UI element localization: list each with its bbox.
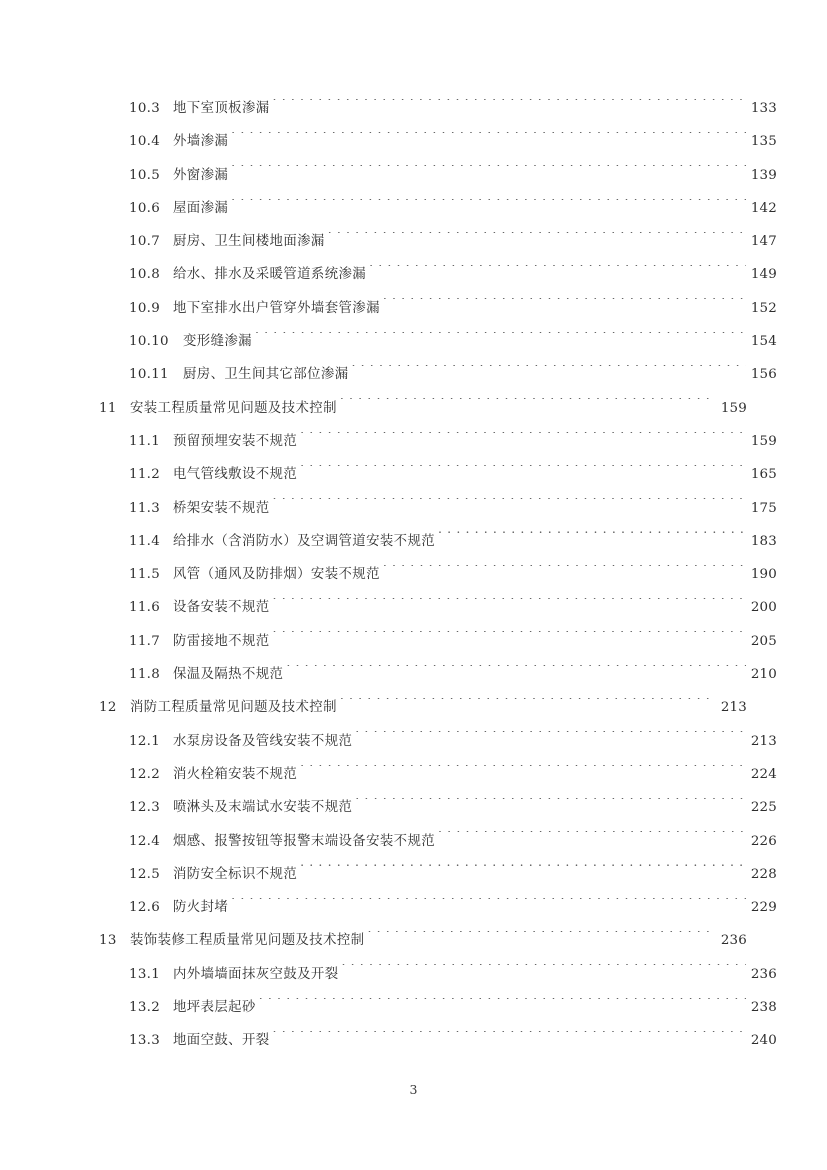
- toc-leader-dots: [355, 731, 746, 744]
- toc-entry[interactable]: [99, 891, 777, 924]
- toc-entry-number: 11.7: [129, 633, 161, 649]
- toc-entry[interactable]: [99, 658, 777, 691]
- toc-entry[interactable]: [99, 591, 777, 624]
- toc-leader-dots: [231, 132, 746, 145]
- toc-leader-dots: [231, 199, 746, 212]
- toc-entry-title: 给水、排水及采暖管道系统渗漏: [173, 267, 367, 283]
- toc-entry-title: 水泵房设备及管线安装不规范: [173, 733, 353, 749]
- page-number-footer: 3: [409, 1082, 418, 1097]
- toc-entry-page-number: 135: [750, 134, 777, 150]
- toc-entry-title: 地下室排水出户管穿外墙套管渗漏: [173, 300, 380, 316]
- toc-entry-number: 10.10: [129, 334, 169, 350]
- toc-entry-page-number: 229: [750, 900, 777, 916]
- toc-entry-number: 11.4: [129, 533, 161, 549]
- toc-entry-title: 喷淋头及末端试水安装不规范: [173, 800, 353, 816]
- toc-leader-dots: [355, 798, 746, 811]
- toc-entry-page-number: 236: [750, 966, 777, 982]
- toc-entry-number: 13.2: [129, 1000, 161, 1016]
- toc-leader-dots: [438, 531, 746, 544]
- toc-entry-number: 11.1: [129, 433, 161, 449]
- toc-entry[interactable]: [99, 358, 777, 391]
- toc-leader-dots: [259, 998, 746, 1011]
- toc-entry-title: 内外墙墙面抹灰空鼓及开裂: [173, 966, 339, 982]
- toc-entry[interactable]: [99, 725, 777, 758]
- toc-entry-page-number: 205: [750, 633, 777, 649]
- toc-entry-number: 10.4: [129, 134, 161, 150]
- toc-entry-page-number: 142: [750, 200, 777, 216]
- toc-leader-dots: [273, 598, 746, 611]
- toc-entry-number: 12.2: [129, 766, 161, 782]
- toc-entry-page-number: 224: [750, 766, 777, 782]
- toc-entry[interactable]: [99, 192, 777, 225]
- toc-leader-dots: [286, 665, 746, 678]
- toc-entry-page-number: 165: [750, 467, 777, 483]
- toc-entry[interactable]: [99, 825, 777, 858]
- toc-entry-title: 地面空鼓、开裂: [173, 1033, 270, 1049]
- toc-entry-number: 10.8: [129, 267, 161, 283]
- toc-entry[interactable]: [99, 325, 777, 358]
- toc-entry-title: 地坪表层起砂: [173, 1000, 256, 1016]
- toc-entry[interactable]: [99, 958, 777, 991]
- toc-entry-number: 11.2: [129, 467, 161, 483]
- toc-entry-page-number: 183: [750, 533, 777, 549]
- toc-entry-page-number: 149: [750, 267, 777, 283]
- toc-entry[interactable]: [99, 425, 777, 458]
- toc-entry[interactable]: [99, 858, 777, 891]
- toc-entry-page-number: 175: [750, 500, 777, 516]
- toc-entry-number: 11: [99, 400, 117, 416]
- toc-entry[interactable]: [99, 159, 777, 192]
- toc-leader-dots: [369, 265, 746, 278]
- toc-entry-number: 10.6: [129, 200, 161, 216]
- toc-entry[interactable]: [99, 392, 747, 425]
- toc-leader-dots: [342, 964, 747, 977]
- toc-entry-page-number: 139: [750, 167, 777, 183]
- toc-leader-dots: [273, 498, 746, 511]
- toc-leader-dots: [438, 831, 746, 844]
- toc-entry[interactable]: [99, 1024, 777, 1057]
- toc-leader-dots: [328, 232, 746, 245]
- toc-entry-page-number: 210: [750, 667, 777, 683]
- toc-entry[interactable]: [99, 924, 747, 957]
- toc-entry-page-number: 213: [750, 733, 777, 749]
- toc-entry-page-number: 133: [750, 101, 777, 116]
- toc-entry-page-number: 225: [750, 800, 777, 816]
- toc-entry[interactable]: [99, 292, 777, 325]
- toc-entry-page-number: 238: [750, 1000, 777, 1016]
- toc-leader-dots: [352, 365, 747, 378]
- toc-leader-dots: [340, 698, 716, 711]
- toc-entry-number: 12.4: [129, 833, 161, 849]
- toc-leader-dots: [383, 565, 746, 578]
- toc-entry[interactable]: [99, 458, 777, 491]
- toc-entry-page-number: 240: [750, 1033, 777, 1049]
- toc-entry[interactable]: [99, 92, 777, 125]
- toc-entry-title: 安装工程质量常见问题及技术控制: [130, 400, 337, 416]
- toc-entry-page-number: 152: [750, 300, 777, 316]
- toc-entry-title: 桥架安装不规范: [173, 500, 270, 516]
- toc-entry-page-number: 236: [720, 933, 747, 949]
- toc-entry-page-number: 159: [720, 400, 747, 416]
- toc-leader-dots: [300, 465, 746, 478]
- toc-entry-number: 13.3: [129, 1033, 161, 1049]
- toc-entry-number: 10.7: [129, 234, 161, 250]
- toc-entry[interactable]: [99, 758, 777, 791]
- toc-entry-title: 地下室顶板渗漏: [173, 101, 270, 116]
- toc-entry-title: 屋面渗漏: [173, 200, 229, 216]
- toc-leader-dots: [300, 864, 746, 877]
- toc-entry[interactable]: [99, 125, 777, 158]
- toc-entry-number: 12.5: [129, 866, 161, 882]
- toc-entry-title: 预留预埋安装不规范: [173, 433, 298, 449]
- toc-entry[interactable]: [99, 492, 777, 525]
- toc-entry-number: 12.1: [129, 733, 161, 749]
- toc-entry-title: 电气管线敷设不规范: [173, 467, 298, 483]
- toc-entry-title: 厨房、卫生间楼地面渗漏: [173, 234, 325, 250]
- toc-leader-dots: [231, 898, 746, 911]
- toc-leader-dots: [273, 631, 746, 644]
- table-of-contents: [99, 92, 777, 1058]
- toc-entry-title: 外窗渗漏: [173, 167, 229, 183]
- toc-entry-number: 11.8: [129, 667, 161, 683]
- toc-entry-title: 给排水（含消防水）及空调管道安装不规范: [173, 533, 436, 549]
- toc-entry-number: 10.11: [129, 367, 169, 383]
- toc-entry-number: 10.5: [129, 167, 161, 183]
- toc-entry-page-number: 156: [750, 367, 777, 383]
- toc-entry-title: 外墙渗漏: [173, 134, 229, 150]
- toc-entry[interactable]: [99, 225, 777, 258]
- toc-entry[interactable]: [99, 991, 777, 1024]
- toc-entry-page-number: 226: [750, 833, 777, 849]
- toc-entry-page-number: 213: [720, 700, 747, 716]
- toc-entry-title: 变形缝渗漏: [183, 334, 252, 350]
- toc-entry-page-number: 228: [750, 866, 777, 882]
- toc-entry[interactable]: [99, 525, 777, 558]
- toc-entry-page-number: 159: [750, 433, 777, 449]
- toc-leader-dots: [367, 931, 716, 944]
- toc-entry-number: 11.5: [129, 567, 161, 583]
- toc-entry-title: 风管（通风及防排烟）安装不规范: [173, 567, 380, 583]
- toc-entry-number: 10.3: [129, 101, 161, 116]
- toc-entry-number: 11.6: [129, 600, 161, 616]
- toc-entry[interactable]: [99, 691, 747, 724]
- toc-entry-title: 消火栓箱安装不规范: [173, 766, 298, 782]
- toc-entry-title: 厨房、卫生间其它部位渗漏: [183, 367, 349, 383]
- toc-entry[interactable]: [99, 258, 777, 291]
- toc-entry-number: 13: [99, 933, 117, 949]
- toc-entry-title: 保温及隔热不规范: [173, 667, 284, 683]
- toc-entry-title: 防火封堵: [173, 900, 229, 916]
- toc-entry-page-number: 190: [750, 567, 777, 583]
- toc-leader-dots: [300, 765, 746, 778]
- toc-leader-dots: [383, 298, 746, 311]
- toc-leader-dots: [273, 99, 746, 112]
- toc-entry-page-number: 147: [750, 234, 777, 250]
- toc-entry-number: 11.3: [129, 500, 161, 516]
- toc-entry[interactable]: [99, 791, 777, 824]
- toc-leader-dots: [273, 1031, 746, 1044]
- toc-entry-title: 设备安装不规范: [173, 600, 270, 616]
- toc-entry[interactable]: [99, 625, 777, 658]
- toc-entry[interactable]: [99, 558, 777, 591]
- toc-entry-number: 12.3: [129, 800, 161, 816]
- toc-entry-number: 10.9: [129, 300, 161, 316]
- toc-entry-title: 烟感、报警按钮等报警末端设备安装不规范: [173, 833, 436, 849]
- toc-entry-page-number: 154: [750, 334, 777, 350]
- toc-entry-title: 装饰装修工程质量常见问题及技术控制: [130, 933, 365, 949]
- toc-entry-number: 13.1: [129, 966, 161, 982]
- toc-entry-title: 消防工程质量常见问题及技术控制: [130, 700, 337, 716]
- toc-leader-dots: [340, 398, 716, 411]
- toc-entry-title: 防雷接地不规范: [173, 633, 270, 649]
- toc-entry-number: 12.6: [129, 900, 161, 916]
- toc-entry-number: 12: [99, 700, 117, 716]
- toc-leader-dots: [300, 432, 746, 445]
- toc-entry-page-number: 200: [750, 600, 777, 616]
- toc-entry-title: 消防安全标识不规范: [173, 866, 298, 882]
- toc-leader-dots: [255, 332, 746, 345]
- toc-leader-dots: [231, 165, 746, 178]
